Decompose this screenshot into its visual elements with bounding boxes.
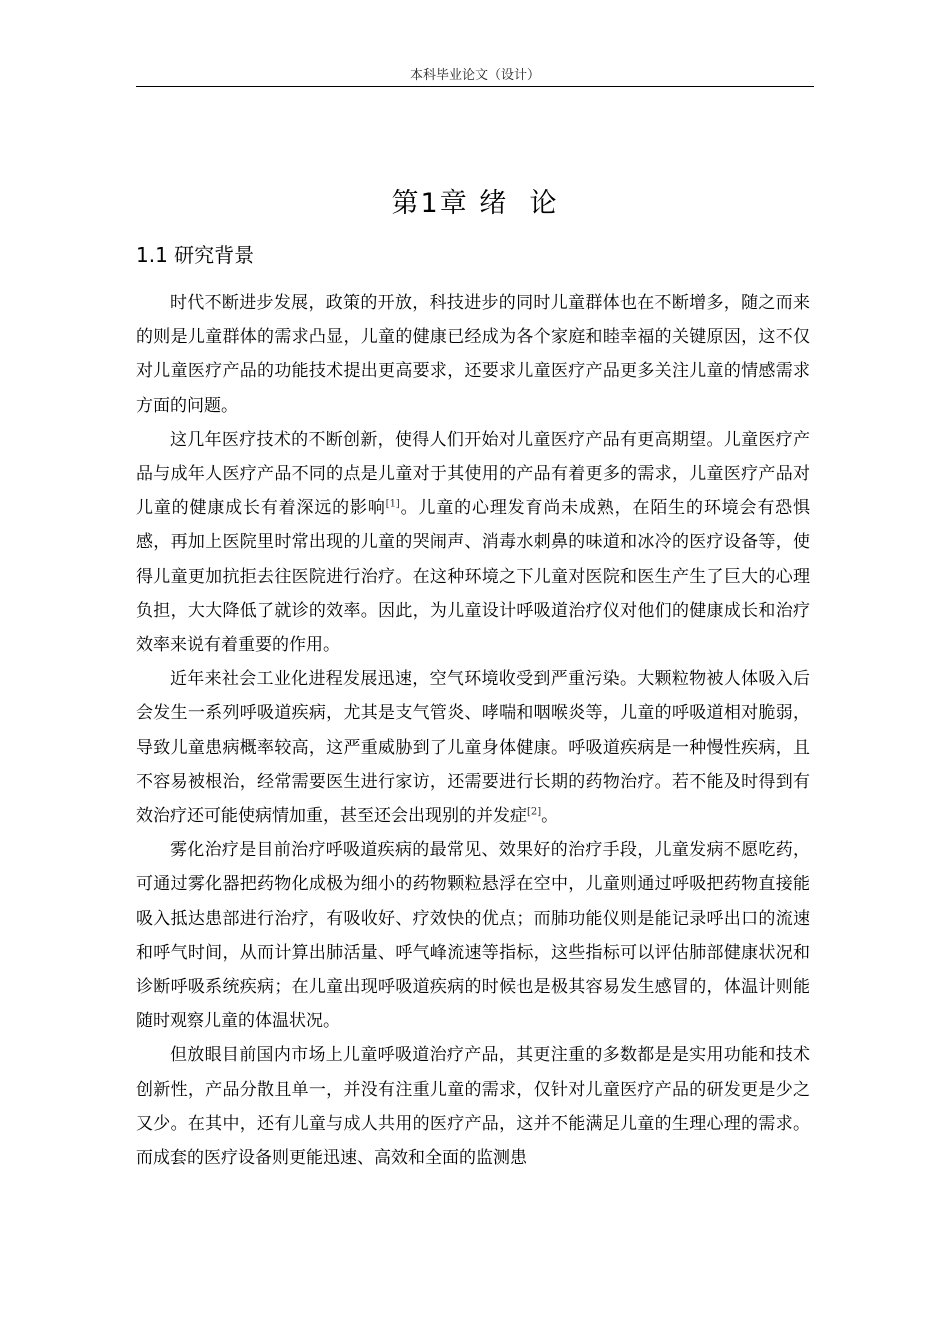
citation-2: [2]	[527, 806, 542, 818]
body-text	[136, 286, 810, 1175]
chapter-number: 1	[420, 188, 440, 219]
paragraph-1: 时代不断进步发展，政策的开放，科技进步的同时儿童群体也在不断增多，随之而来的则是儿童群体的需求凸显，儿童的健康已经成为各个家庭和睦幸福的关键原因，这不仅对儿童医疗产品的功能技术提出更高要求，还要求儿童医疗产品更多关注儿童的情感需求方面的问题。	[136, 293, 810, 416]
paragraph-2	[136, 423, 810, 662]
chapter-title-text: 绪 论	[479, 188, 559, 219]
header-rule	[136, 86, 814, 87]
citation-1: [1]	[385, 498, 400, 510]
paragraph-2-text-a: 这几年医疗技术的不断创新，使得人们开始对儿童医疗产品有更高期望。儿童医疗产品与成年人医疗产品不同的点是儿童对于其使用的产品有着更多的需求，儿童医疗产品对儿童的健康成长有着深远的影响	[136, 429, 810, 519]
chapter-title	[136, 184, 814, 224]
page-header	[136, 66, 814, 86]
chapter-word: 章	[439, 188, 469, 219]
header-text: 本科毕业论文（设计）	[409, 68, 540, 83]
section-title-text: 研究背景	[174, 243, 255, 267]
section-heading	[136, 238, 254, 272]
paragraph-3-text-a: 近年来社会工业化进程发展迅速，空气环境收受到严重污染。大颗粒物被人体吸入后会发生一系列呼吸道疾病，尤其是支气管炎、哮喘和咽喉炎等，儿童的呼吸道相对脆弱，导致儿童患病概率较高，这严重威胁到了儿童身体健康。呼吸道疾病是一种慢性疾病，且不容易被根治，经常需要医生进行家访，还需要进行长期的药物治疗。若不能及时得到有效治疗还可能使病情加重，甚至还会出现别的并发症	[136, 669, 810, 827]
paragraph-3-text-b: 。	[541, 806, 559, 827]
chapter-number-label: 第	[391, 188, 421, 219]
paragraph-2-text-b: 。儿童的心理发育尚未成熟，在陌生的环境会有恐惧感，再加上医院里时常出现的儿童的哭闹声、消毒水刺鼻的味道和冰冷的医疗设备等，使得儿童更加抗拒去往医院进行治疗。在这种环境之下儿童对医院和医生产生了巨大的心理负担，大大降低了就诊的效率。因此，为儿童设计呼吸道治疗仪对他们的健康成长和治疗效率来说有着重要的作用。	[136, 498, 811, 656]
paragraph-3	[136, 662, 810, 833]
paragraph-5: 但放眼目前国内市场上儿童呼吸道治疗产品，其更注重的多数都是是实用功能和技术创新性，产品分散且单一，并没有注重儿童的需求，仅针对儿童医疗产品的研发更是少之又少。在其中，还有儿童与成人共用的医疗产品，这并不能满足儿童的生理心理的需求。而成套的医疗设备则更能迅速、高效和全面的监测患	[136, 1045, 810, 1169]
section-number: 1.1	[136, 243, 168, 267]
paragraph-4: 雾化治疗是目前治疗呼吸道疾病的最常见、效果好的治疗手段，儿童发病不愿吃药，可通过雾化器把药物化成极为细小的药物颗粒悬浮在空中，儿童则通过呼吸把药物直接能吸入抵达患部进行治疗，有吸收好、疗效快的优点；而肺功能仪则是能记录呼出口的流速和呼气时间，从而计算出肺活量、呼气峰流速等指标，这些指标可以评估肺部健康状况和诊断呼吸系统疾病；在儿童出现呼吸道疾病的时候也是极其容易发生感冒的，体温计则能随时观察儿童的体温状况。	[136, 840, 810, 1032]
